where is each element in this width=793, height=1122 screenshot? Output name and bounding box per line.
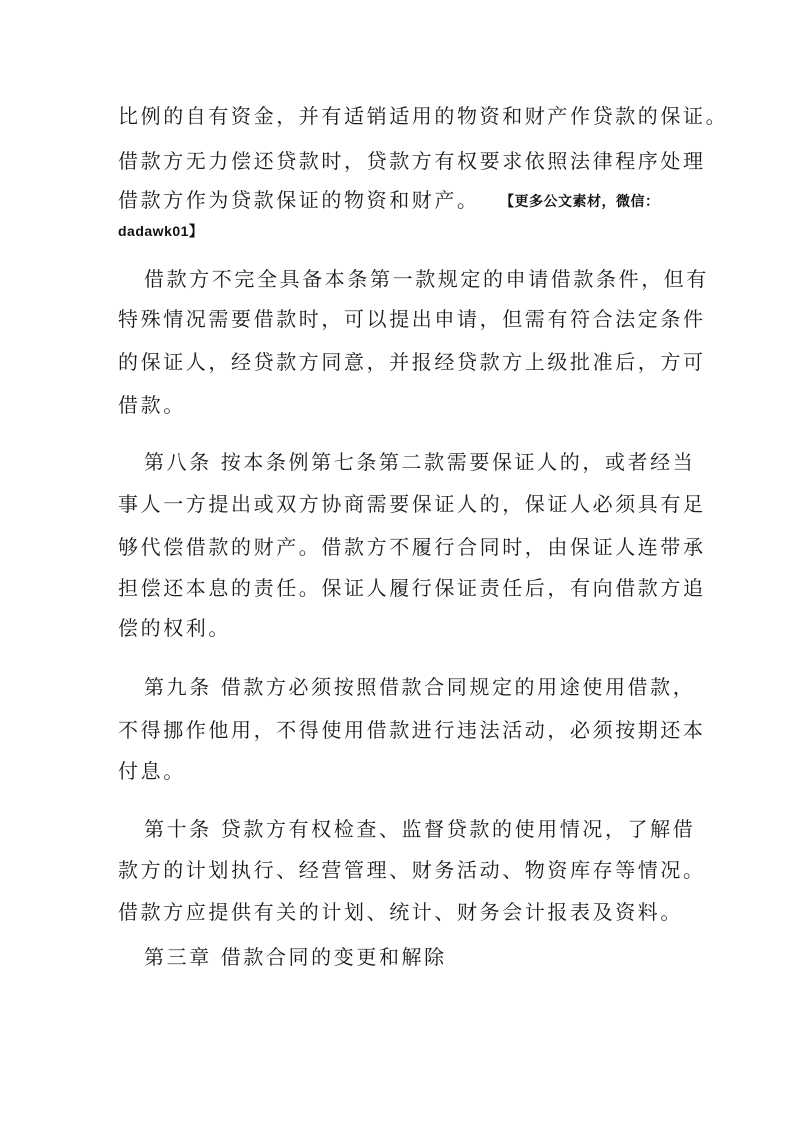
promo-note: 【更多公文素材，微信： <box>500 193 660 209</box>
text-line: 比例的自有资金，并有适销适用的物资和财产作贷款的保证。 <box>118 104 729 128</box>
article-8-line: 事人一方提出或双方协商需要保证人的，保证人必须具有足 <box>118 492 706 516</box>
article-10-line: 第十条 贷款方有权检查、监督贷款的使用情况，了解借 <box>144 817 696 841</box>
article-10-line: 款方的计划执行、经营管理、财务活动、物资库存等情况。 <box>118 858 706 882</box>
article-8-line: 第八条 按本条例第七条第二款需要保证人的，或者经当 <box>144 450 696 474</box>
article-8-line: 够代偿借款的财产。借款方不履行合同时，由保证人连带承 <box>118 535 706 559</box>
paragraph-line: 借款。 <box>118 393 186 417</box>
article-8-line: 担偿还本息的责任。保证人履行保证责任后，有向借款方追 <box>118 576 706 600</box>
article-10-line: 借款方应提供有关的计划、统计、财务会计报表及资料。 <box>118 900 683 924</box>
promo-note-wechat-id: dadawk01】 <box>118 223 204 239</box>
article-9-line: 不得挪作他用，不得使用借款进行违法活动，必须按期还本 <box>118 718 706 742</box>
article-8-line: 偿的权利。 <box>118 616 231 640</box>
article-9-line: 付息。 <box>118 759 186 783</box>
article-9-line: 第九条 借款方必须按照借款合同规定的用途使用借款， <box>144 675 696 699</box>
text-line: 借款方无力偿还贷款时，贷款方有权要求依照法律程序处理 <box>118 149 706 173</box>
paragraph-line: 的保证人，经贷款方同意，并报经贷款方上级批准后，方可 <box>118 350 706 374</box>
paragraph-line: 借款方不完全具备本条第一款规定的申请借款条件，但有 <box>144 267 709 291</box>
paragraph-line: 特殊情况需要借款时，可以提出申请，但需有符合法定条件 <box>118 307 706 331</box>
chapter-heading: 第三章 借款合同的变更和解除 <box>144 945 447 969</box>
text-line: 借款方作为贷款保证的物资和财产。 <box>118 188 480 212</box>
